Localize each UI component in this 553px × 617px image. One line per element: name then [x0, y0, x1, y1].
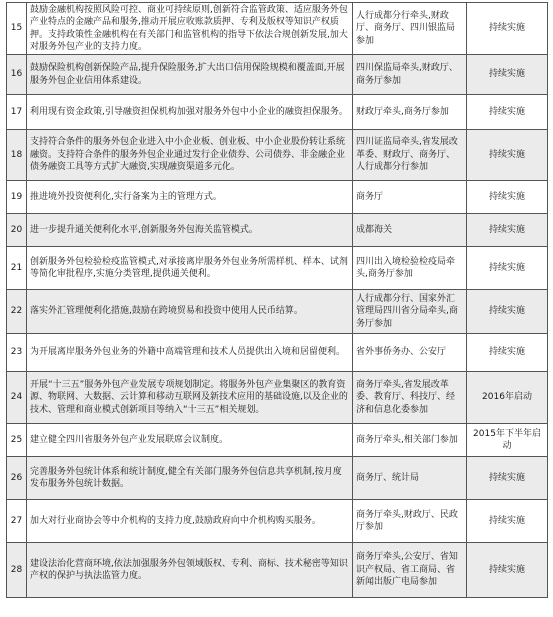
row-number: 17: [7, 95, 27, 130]
responsible-departments: 人行成都分行牵头,财政厅、商务厅、四川银监局参加: [353, 3, 467, 55]
task-description: 建立健全四川省服务外包产业发展联席会议制度。: [27, 424, 353, 457]
policy-task-table: [6, 2, 548, 598]
row-number: 19: [7, 181, 27, 214]
task-description: 落实外汇管理便利化措施,鼓励在跨境贸易和投资中使用人民币结算。: [27, 290, 353, 334]
row-number: 25: [7, 424, 27, 457]
schedule: 持续实施: [467, 500, 548, 543]
responsible-departments: 四川证监局牵头,省发展改革委、财政厅、商务厅、人行成都分行参加: [353, 130, 467, 181]
schedule: 持续实施: [467, 55, 548, 95]
task-description: 建设法治化营商环境,依法加强服务外包领域版权、专利、商标、技术秘密等知识产权的保护与执法监管力度。: [27, 543, 353, 598]
responsible-departments: 四川出入境检验检疫局牵头,商务厅参加: [353, 247, 467, 290]
row-number: 23: [7, 334, 27, 372]
table-row: [7, 543, 548, 598]
row-number: 20: [7, 214, 27, 247]
table-row: [7, 247, 548, 290]
schedule: 2016年启动: [467, 372, 548, 424]
schedule: 持续实施: [467, 214, 548, 247]
table-row: [7, 290, 548, 334]
table-row: [7, 500, 548, 543]
responsible-departments: 商务厅牵头,省发展改革委、教育厅、科技厅、经济和信息化委参加: [353, 372, 467, 424]
responsible-departments: 省外事侨务办、公安厅: [353, 334, 467, 372]
row-number: 15: [7, 3, 27, 55]
responsible-departments: 财政厅牵头,商务厅参加: [353, 95, 467, 130]
responsible-departments: 四川保监局牵头,财政厅、商务厅参加: [353, 55, 467, 95]
schedule: 持续实施: [467, 130, 548, 181]
task-description: 加大对行业商协会等中介机构的支持力度,鼓励政府向中介机构购买服务。: [27, 500, 353, 543]
task-description: 推进境外投资便利化,实行备案为主的管理方式。: [27, 181, 353, 214]
responsible-departments: 商务厅: [353, 181, 467, 214]
schedule: 持续实施: [467, 247, 548, 290]
table-row: [7, 181, 548, 214]
table-row: [7, 334, 548, 372]
table-row: [7, 3, 548, 55]
row-number: 16: [7, 55, 27, 95]
table-row: [7, 457, 548, 500]
responsible-departments: 商务厅牵头,公安厅、省知识产权局、省工商局、省新闻出版广电局参加: [353, 543, 467, 598]
task-description: 进一步提升通关便利化水平,创新服务外包海关监管模式。: [27, 214, 353, 247]
row-number: 18: [7, 130, 27, 181]
schedule: 持续实施: [467, 181, 548, 214]
schedule: 持续实施: [467, 334, 548, 372]
row-number: 26: [7, 457, 27, 500]
row-number: 24: [7, 372, 27, 424]
task-description: 支持符合条件的服务外包企业进入中小企业板、创业板、中小企业股份转让系统融资。支持符合条件的服务外包企业通过发行企业债券、公司债券、非金融企业债务融资工具等方式扩大融资,实现融资渠道多元化。: [27, 130, 353, 181]
responsible-departments: 商务厅牵头,相关部门参加: [353, 424, 467, 457]
responsible-departments: 成都海关: [353, 214, 467, 247]
schedule: 持续实施: [467, 457, 548, 500]
policy-table-page: [6, 2, 547, 598]
responsible-departments: 人行成都分行、国家外汇管理局四川省分局牵头,商务厅参加: [353, 290, 467, 334]
task-description: 开展“十三五”服务外包产业发展专项规划制定。将服务外包产业集聚区的教育资源、物联网、大数据、云计算和移动互联网及新技术应用的基础设施,以及企业的技术、管理和商业模式创新项目等纳入“十三五”相关规划。: [27, 372, 353, 424]
table-row: [7, 372, 548, 424]
table-row: [7, 55, 548, 95]
task-description: 创新服务外包检验检疫监管模式,对承接离岸服务外包业务所需样机、样本、试剂等简化审批程序,实施分类管理,提供通关便利。: [27, 247, 353, 290]
table-row: [7, 95, 548, 130]
table-row: [7, 214, 548, 247]
table-row: [7, 130, 548, 181]
row-number: 21: [7, 247, 27, 290]
row-number: 27: [7, 500, 27, 543]
task-description: 为开展离岸服务外包业务的外籍中高端管理和技术人员提供出入境和居留便利。: [27, 334, 353, 372]
schedule: 持续实施: [467, 543, 548, 598]
responsible-departments: 商务厅牵头,财政厅、民政厅参加: [353, 500, 467, 543]
schedule: 持续实施: [467, 95, 548, 130]
task-description: 鼓励保险机构创新保险产品,提升保险服务,扩大出口信用保险规模和覆盖面,开展服务外包企业信用体系建设。: [27, 55, 353, 95]
table-body: [7, 3, 548, 598]
schedule: 2015年下半年启动: [467, 424, 548, 457]
table-row: [7, 424, 548, 457]
task-description: 鼓励金融机构按照风险可控、商业可持续原则,创新符合监管政策、适应服务外包产业特点的金融产品和服务,推动开展应收账款质押、专利及版权等知识产权质押。支持政策性金融机构在有关部门和监管机构的指导下依法合规创新发展,加大对服务外包产业的支持力度。: [27, 3, 353, 55]
responsible-departments: 商务厅、统计局: [353, 457, 467, 500]
schedule: 持续实施: [467, 3, 548, 55]
schedule: 持续实施: [467, 290, 548, 334]
task-description: 利用现有资金政策,引导融资担保机构加强对服务外包中小企业的融资担保服务。: [27, 95, 353, 130]
row-number: 22: [7, 290, 27, 334]
row-number: 28: [7, 543, 27, 598]
task-description: 完善服务外包统计体系和统计制度,健全有关部门服务外包信息共享机制,按月度发布服务外包统计数据。: [27, 457, 353, 500]
